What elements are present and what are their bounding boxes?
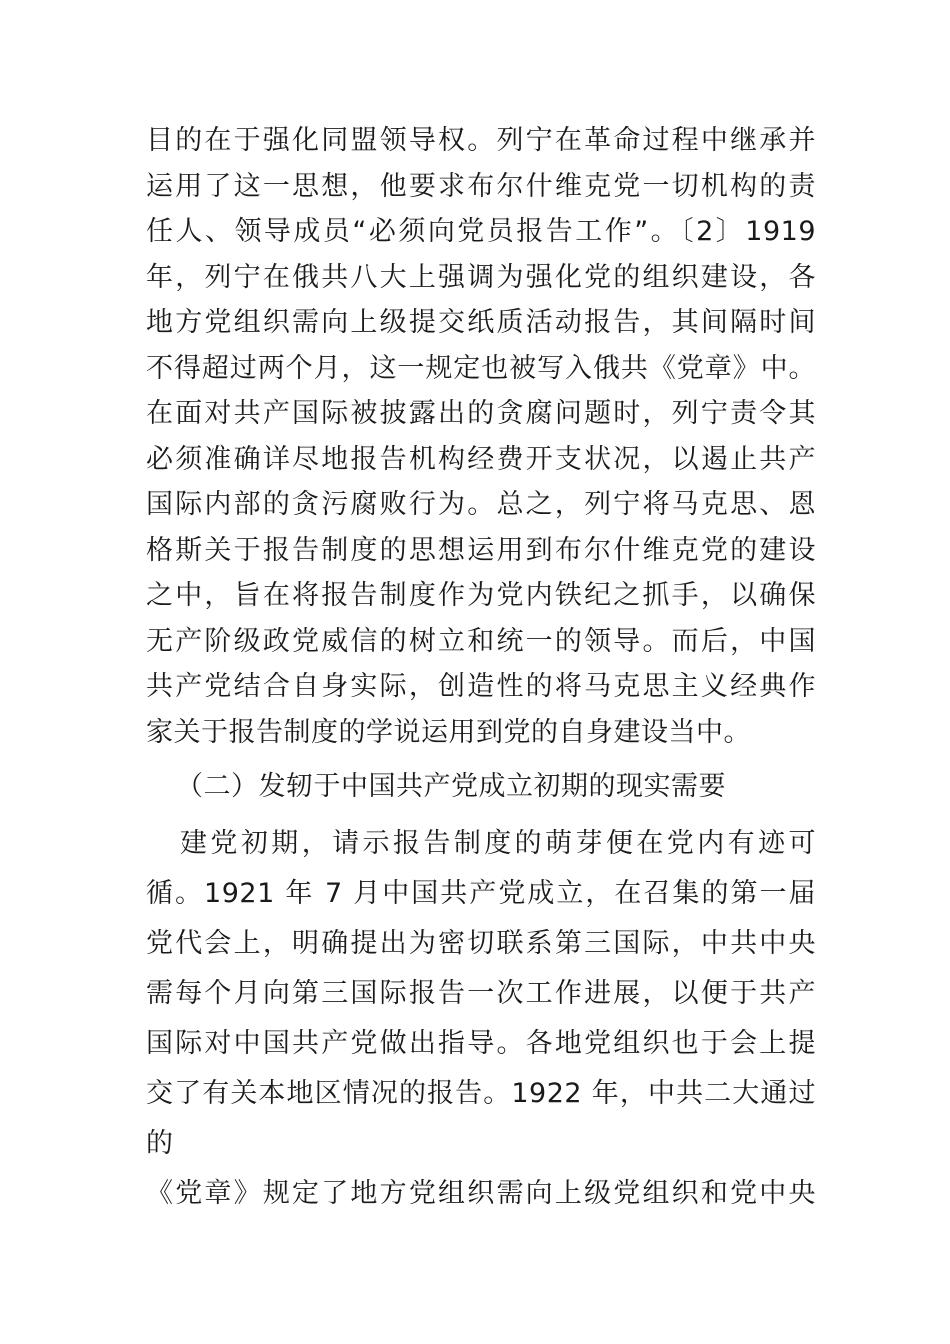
text-line: 格斯关于报告制度的思想运用到布尔什维克党的建设 — [146, 534, 816, 566]
text-line: 交了有关本地区情况的报告。1922 年，中共二大通过 — [146, 1078, 816, 1109]
text-line: 建党初期，请示报告制度的萌芽便在党内有迹可 — [180, 828, 816, 859]
text-line: 国际内部的贪污腐败行为。总之，列宁将马克思、恩 — [146, 489, 816, 520]
document-body — [146, 118, 816, 1219]
text-line: 无产阶级政党威信的树立和统一的领导。而后，中国 — [146, 625, 816, 657]
text-line: 家关于报告制度的学说运用到党的自身建设当中。 — [146, 716, 751, 748]
text-line: 任人、领导成员“必须向党员报告工作”。〔2〕1919 — [146, 216, 816, 247]
text-line: 之中，旨在将报告制度作为党内铁纪之抓手，以确保 — [146, 580, 816, 611]
text-line: 共产党结合自身实际，创造性的将马克思主义经典作 — [146, 671, 816, 702]
text-line: 运用了这一思想，他要求布尔什维克党一切机构的责 — [146, 170, 816, 202]
paragraph-2 — [146, 819, 816, 1219]
text-line: 地方党组织需向上级提交纸质活动报告，其间隔时间 — [146, 307, 816, 338]
section-heading: （二）发轫于中国共产党成立初期的现实需要 — [176, 771, 726, 802]
text-line: 不得超过两个月，这一规定也被写入俄共《党章》中。 — [146, 352, 816, 384]
text-line: 的 — [146, 1128, 174, 1159]
text-line: 目的在于强化同盟领导权。列宁在革命过程中继承并 — [146, 125, 816, 156]
text-line: 国际对中国共产党做出指导。各地党组织也于会上提 — [146, 1028, 816, 1059]
text-line: 《党章》规定了地方党组织需向上级党组织和党中央 — [146, 1178, 816, 1209]
text-line: 在面对共产国际被披露出的贪腐问题时，列宁责令其 — [146, 398, 816, 429]
text-line: 党代会上，明确提出为密切联系第三国际，中共中央 — [146, 928, 816, 959]
text-line: 需每个月向第三国际报告一次工作进展，以便于共产 — [146, 978, 816, 1009]
paragraph-1 — [146, 118, 816, 755]
text-line: 必须准确详尽地报告机构经费开支状况，以遏止共产 — [146, 443, 816, 475]
text-line: 循。1921 年 7 月中国共产党成立，在召集的第一届 — [146, 878, 816, 909]
text-line: 年，列宁在俄共八大上强调为强化党的组织建设，各 — [146, 261, 816, 293]
